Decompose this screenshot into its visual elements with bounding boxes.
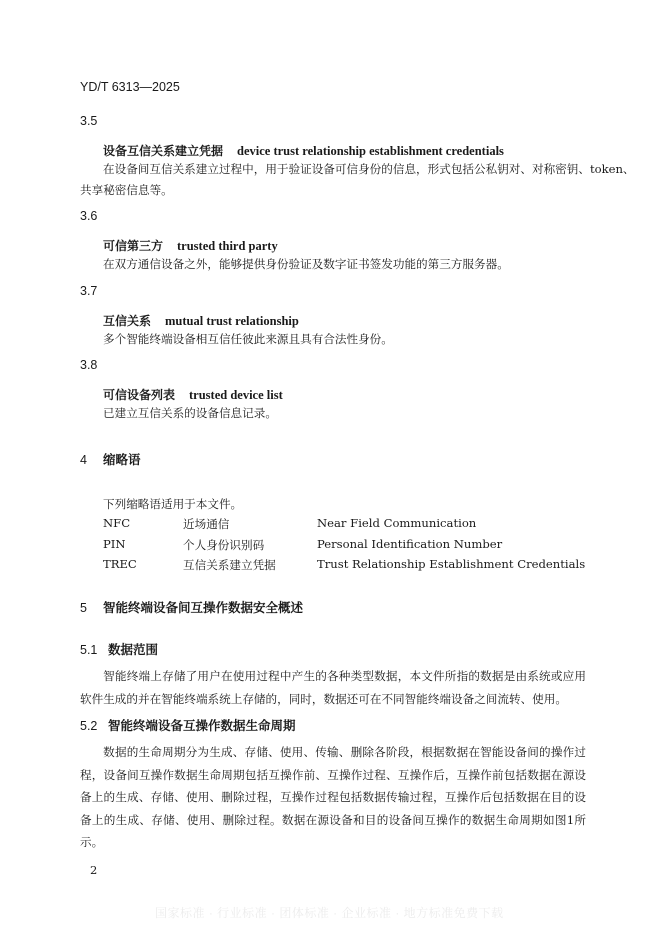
subsection-heading (80, 716, 296, 734)
section-title: 智能终端设备间互操作数据安全概述 (103, 601, 304, 615)
subsection-number: 5.2 (80, 719, 98, 733)
term-definition: 在设备间互信关系建立过程中，用于验证设备可信身份的信息，形式包括公私钥对、对称密钥、token、 (103, 162, 635, 176)
term-definition: 在双方通信设备之外，能够提供身份验证及数字证书签发功能的第三方服务器。 (103, 257, 509, 271)
term-en: trusted third party (177, 239, 278, 253)
term-number: 3.6 (80, 209, 98, 223)
abbreviation-en: Personal Identification Number (317, 537, 503, 551)
subsection-title: 数据范围 (108, 643, 159, 657)
section-number: 5 (80, 601, 87, 615)
term-zh: 互信关系 (103, 314, 152, 328)
term-definition: 多个智能终端设备相互信任彼此来源且具有合法性身份。 (103, 332, 393, 346)
paragraph (80, 665, 586, 710)
abbreviation-zh: 互信关系建立凭据 (183, 558, 276, 572)
abbreviation-zh: 近场通信 (183, 517, 230, 531)
page-number: 2 (90, 863, 98, 877)
section-heading (80, 450, 141, 468)
paragraph (80, 741, 586, 854)
subsection-heading (80, 640, 158, 658)
term-definition-continued: 共享秘密信息等。 (80, 183, 173, 197)
paragraph-text: 数据的生命周期分为生成、存储、使用、传输、删除各阶段，根据数据在智能设备间的操作过程，设备间互操作数据生命周期包括互操作前、互操作过程、互操作后，互操作前包括数据在源设备上的生成、存储、使用、删除过程，互操作过程包括数据传输过程，互操作后包括数据在目的设备上的生成、存储、使用、删除过程。数据在源设备和目的设备间互操作的数据生命周期如图1所示。 (80, 745, 586, 849)
term-en: device trust relationship establishment credentials (237, 144, 504, 158)
term-heading (103, 312, 299, 329)
section-title: 缩略语 (103, 453, 141, 467)
abbreviation-code: PIN (103, 537, 126, 551)
abbreviation-intro: 下列缩略语适用于本文件。 (103, 497, 243, 511)
section-heading (80, 598, 303, 616)
term-number: 3.8 (80, 358, 98, 372)
section-number: 4 (80, 453, 87, 467)
term-zh: 可信第三方 (103, 239, 164, 253)
term-number: 3.7 (80, 284, 98, 298)
term-en: trusted device list (189, 388, 283, 402)
paragraph-text: 智能终端上存储了用户在使用过程中产生的各种类型数据，本文件所指的数据是由系统或应用软件生成的并在智能终端系统上存储的，同时，数据还可在不同智能终端设备之间流转、使用。 (80, 669, 586, 706)
abbreviation-en: Near Field Communication (317, 516, 477, 530)
abbreviation-code: TREC (103, 557, 137, 571)
term-number: 3.5 (80, 114, 98, 128)
term-heading (103, 142, 504, 159)
watermark: 国家标准 · 行业标准 · 团体标准 · 企业标准 · 地方标准免费下载 (155, 906, 504, 920)
term-zh: 可信设备列表 (103, 388, 176, 402)
abbreviation-code: NFC (103, 516, 131, 530)
term-heading (103, 237, 278, 254)
document-code: YD/T 6313—2025 (80, 80, 180, 94)
abbreviation-en: Trust Relationship Establishment Credentials (317, 557, 586, 571)
abbreviation-zh: 个人身份识别码 (183, 538, 265, 552)
term-definition: 已建立互信关系的设备信息记录。 (103, 406, 277, 420)
term-zh: 设备互信关系建立凭据 (103, 144, 224, 158)
term-heading (103, 386, 283, 403)
subsection-number: 5.1 (80, 643, 98, 657)
subsection-title: 智能终端设备互操作数据生命周期 (108, 719, 296, 733)
term-en: mutual trust relationship (165, 314, 299, 328)
